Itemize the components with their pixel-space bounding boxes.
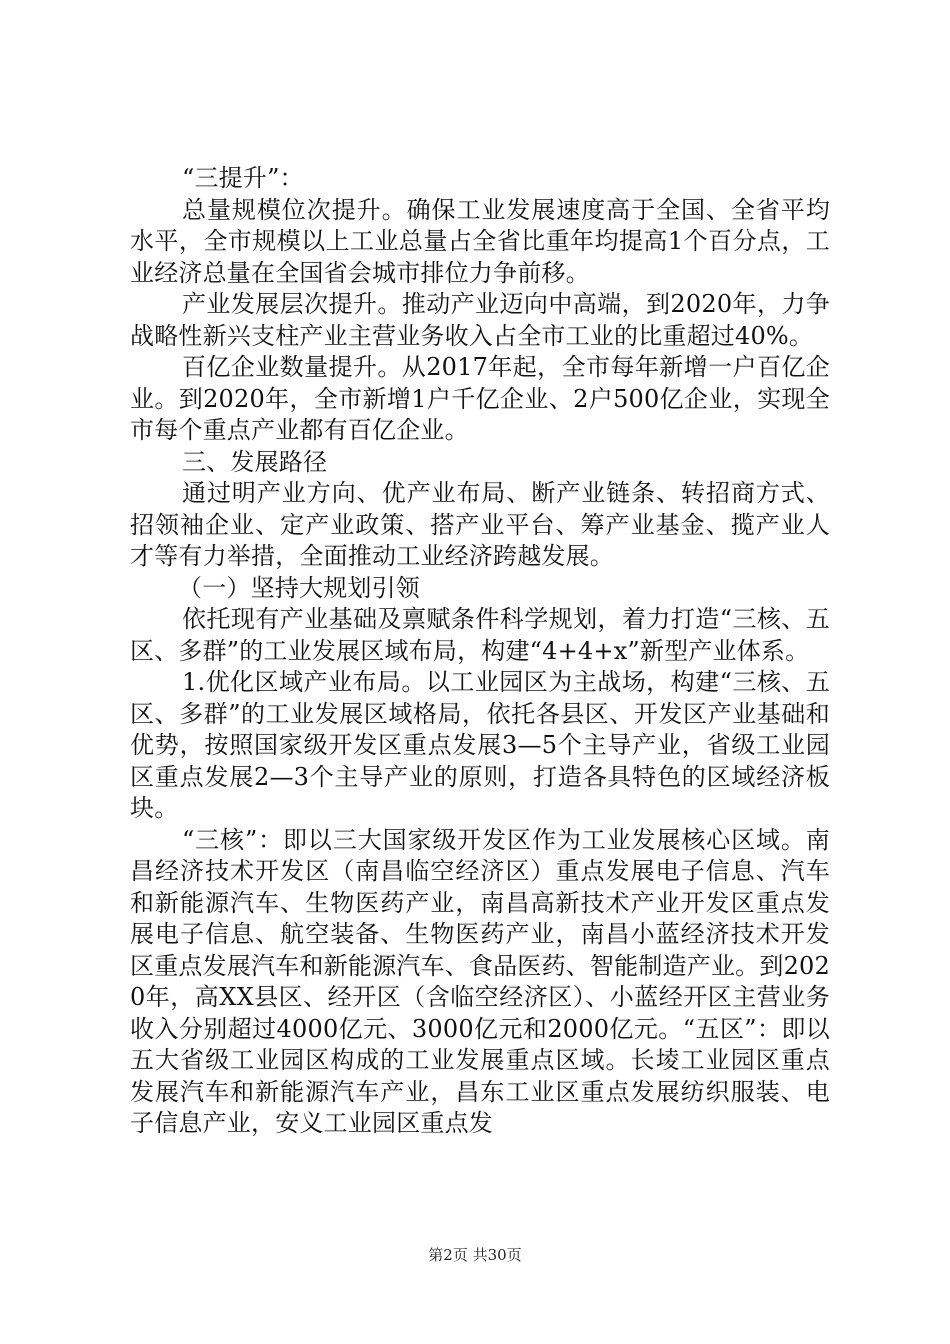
paragraph-planning-layout: 依托现有产业基础及禀赋条件科学规划，着力打造“三核、五区、多群”的工业发展区域布局，构建“4+4+x”新型产业体系。: [130, 605, 830, 665]
paragraph-heading-three-improvements: “三提升”：: [182, 164, 304, 192]
document-body: [130, 163, 830, 1140]
paragraph-regional-layout: 1.优化区域产业布局。以工业园区为主战场，构建“三核、五区、多群”的工业发展区域格局，依托各县区、开发区产业基础和优势，按照国家级开发区重点发展3—5个主导产业，省级工业园区重点发展2—3个主导产业的原则，打造各具特色的区域经济板块。: [130, 668, 830, 822]
page-footer: 第2页 共30页: [428, 1246, 522, 1264]
paragraph-industry-level: 产业发展层次提升。推动产业迈向中高端，到2020年，力争战略性新兴支柱产业主营业务收入占全市工业的比重超过40%。: [130, 290, 830, 350]
paragraph-three-cores-five-zones: “三核”：即以三大国家级开发区作为工业发展核心区域。南昌经济技术开发区（南昌临空经济区）重点发展电子信息、汽车和新能源汽车、生物医药产业，南昌高新技术产业开发区重点发展电子信息、航空装备、生物医药产业，南昌小蓝经济技术开发区重点发展汽车和新能源汽车、食品医药、智能制造产业。到2020年，高XX县区、经开区（含临空经济区）、小蓝经开区主营业务收入分别超过4000亿元、3000亿元和2000亿元。“五区”：即以五大省级工业园区构成的工业发展重点区域。长堎工业园区重点发展汽车和新能源汽车产业，昌东工业区重点发展纺织服装、电子信息产业，安义工业园区重点发: [130, 825, 830, 1137]
subsection-heading-planning: （一）坚持大规划引领: [178, 573, 420, 602]
paragraph-total-scale: 总量规模位次提升。确保工业发展速度高于全国、全省平均水平，全市规模以上工业总量占全省比重年均提高1个百分点，工业经济总量在全国省会城市排位力争前移。: [130, 195, 830, 287]
section-heading-development-path: 三、发展路径: [182, 447, 328, 476]
paragraph-measures: 通过明产业方向、优产业布局、断产业链条、转招商方式、招领袖企业、定产业政策、搭产业平台、筹产业基金、揽产业人才等有力举措，全面推动工业经济跨越发展。: [130, 479, 830, 570]
paragraph-hundred-billion-enterprises: 百亿企业数量提升。从2017年起，全市每年新增一户百亿企业。到2020年，全市新增1户千亿企业、2户500亿企业，实现全市每个重点产业都有百亿企业。: [130, 353, 830, 444]
